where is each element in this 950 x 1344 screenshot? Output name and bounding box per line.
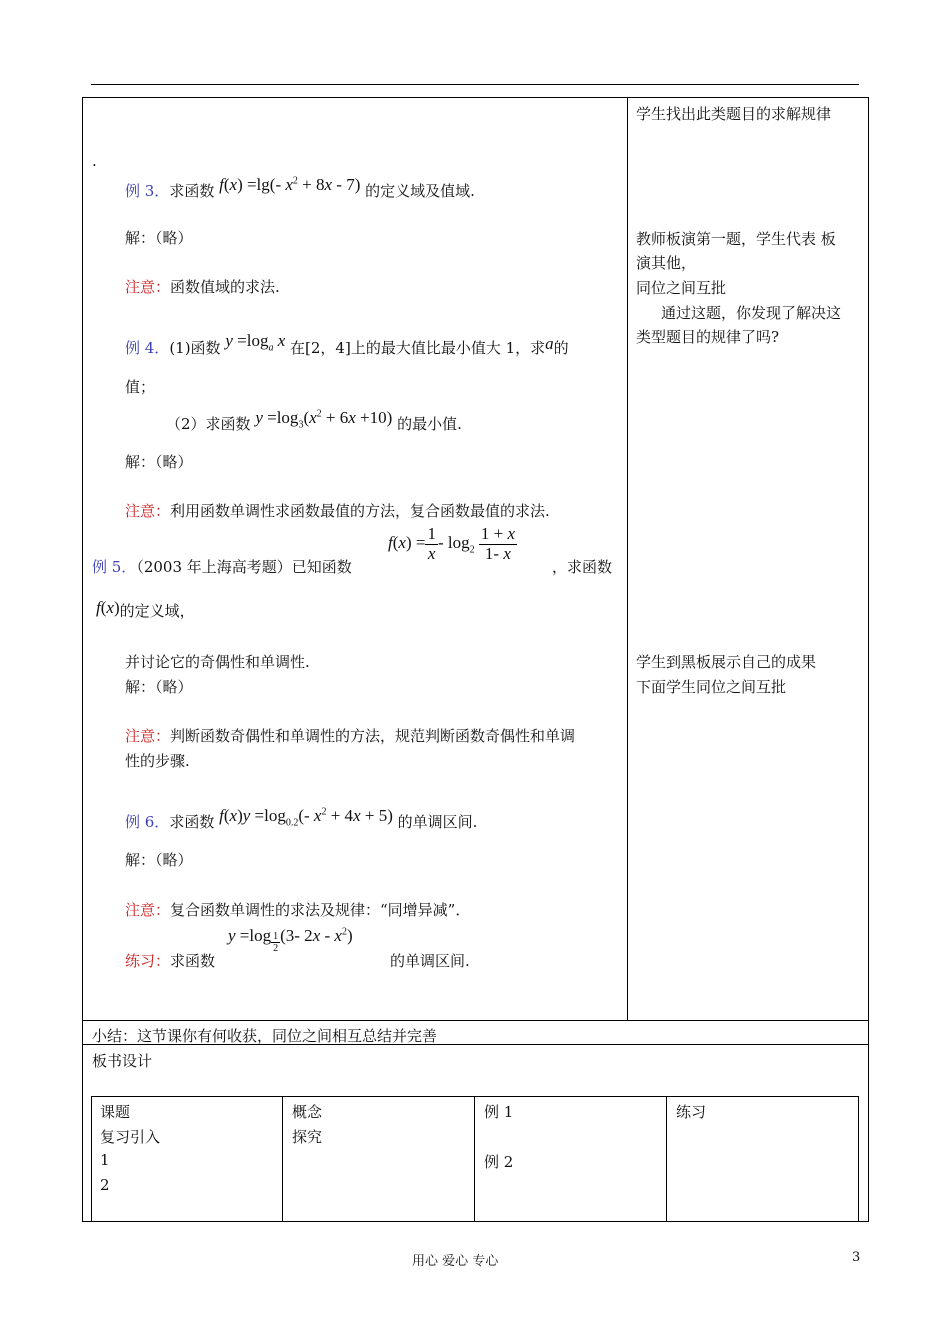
board-cell-1-line-2: 复习引入 [100, 1128, 161, 1146]
example-6-pre: 求函数 [169, 813, 215, 831]
right-note-2c: 同位之间互批 [636, 279, 727, 297]
example-5-line-2-text: 的定义域， [119, 602, 195, 620]
example-6-label: 例 6． [125, 813, 170, 831]
summary: 小结：这节课你有何收获，同位之间相互总结并完善 [92, 1027, 438, 1045]
solution-5: 解：（略） [125, 678, 193, 696]
example-4-var: a [545, 334, 554, 353]
note-6-label: 注意： [125, 901, 171, 919]
example-3-pre: 求函数 [169, 182, 215, 200]
right-note-3b: 下面学生同位之间互批 [636, 678, 787, 696]
example-4-mid: 在[2，4]上的最大值比最小值大 1，求 [290, 339, 546, 357]
example-4-formula-2: $y =\log_3(x^2 + 6x +10)$ [255, 408, 393, 431]
practice-formula: y =log $\frac{1}{2}$ (3- $2x - x^2$) [228, 926, 353, 954]
header-rule [91, 84, 859, 85]
note-5-text-1: 判断函数奇偶性和单调性的方法，规范判断函数奇偶性和单调 [170, 727, 576, 745]
example-3-formula: f(x) =lg(- $x^2 + 8x - 7$) [219, 175, 361, 194]
note-6 [125, 899, 470, 920]
example-5-line-2-formula: f(x) [96, 598, 120, 617]
note-3-label: 注意： [125, 278, 171, 296]
note-3-text: 函数值域的求法. [170, 278, 280, 296]
board-title: 板书设计 [92, 1052, 153, 1070]
example-6-formula: $f(x)y =\log_{0.2}(-$ $x^2 + 4x + 5$) [219, 806, 393, 829]
example-5-line-2 [96, 600, 195, 621]
practice-post: 的单调区间. [390, 952, 470, 970]
example-5-label: 例 5． [92, 558, 137, 576]
note-5-text-2: 性的步骤. [125, 752, 190, 770]
practice-pre: 求函数 [170, 952, 216, 970]
board-cell-3-line-2: 例 2 [484, 1153, 514, 1171]
row-divider-summary [82, 1020, 869, 1021]
example-4-end: 的 [553, 339, 569, 357]
right-note-2b: 演其他， [636, 254, 697, 272]
right-note-3a: 学生到黑板展示自己的成果 [636, 653, 817, 671]
example-4-label: 例 4． [125, 339, 170, 357]
example-5-formula: f(x) = $\frac{1}{x}$ - $\log_2$ $\frac{1 + x}{1- x}$ [388, 524, 515, 563]
note-4 [125, 500, 550, 521]
note-5-label: 注意： [125, 727, 171, 745]
example-6-post: 的单调区间. [397, 813, 478, 831]
example-3-post: 的定义域及值域. [365, 182, 475, 200]
practice [125, 950, 215, 971]
table-border-left [82, 97, 83, 1222]
practice-label: 练习： [125, 952, 171, 970]
example-5-post: ，求函数 [552, 558, 613, 576]
stray-dot: . [92, 152, 97, 170]
board-cell-2-line-2: 探究 [292, 1128, 323, 1146]
example-4-pre: (1)函数 [169, 339, 221, 357]
board-cell-3-line-1: 例 1 [484, 1103, 514, 1121]
board-cell-2-line-1: 概念 [292, 1103, 323, 1121]
solution-6: 解：（略） [125, 851, 193, 869]
table-border-top [82, 97, 869, 98]
footer-text: 用心 爱心 专心 [412, 1254, 499, 1269]
example-6 [125, 806, 478, 832]
solution-4: 解：（略） [125, 453, 193, 471]
example-5-pre: （2003 年上海高考题）已知函数 [136, 558, 352, 576]
solution-3: 解：（略） [125, 229, 193, 247]
example-4-part-2 [166, 408, 462, 434]
board-cell-1-line-3: 1 [100, 1151, 110, 1169]
column-divider [627, 97, 628, 1020]
note-4-label: 注意： [125, 502, 171, 520]
board-cell-4-line-1: 练习 [676, 1103, 707, 1121]
table-border-bottom [82, 1221, 869, 1222]
note-6-text: 复合函数单调性的求法及规律：“同增异减”． [170, 901, 471, 919]
page-number: 3 [852, 1250, 861, 1265]
example-4-line-2: 值； [125, 378, 156, 396]
right-note-2e: 类型题目的规律了吗? [636, 328, 780, 346]
note-5 [125, 725, 575, 746]
example-3 [125, 175, 475, 201]
note-4-text: 利用函数单调性求函数最值的方法，复合函数最值的求法. [170, 502, 550, 520]
example-4-part-2-post: 的最小值. [397, 415, 462, 433]
board-cell-1-line-4: 2 [100, 1176, 110, 1194]
example-3-label: 例 3． [125, 182, 170, 200]
note-3 [125, 276, 280, 297]
right-note-2d: 通过这题，你发现了解决这 [661, 304, 842, 322]
example-5-line-3: 并讨论它的奇偶性和单调性. [125, 653, 310, 671]
table-border-right [868, 97, 869, 1222]
example-4-part-2-pre: （2）求函数 [166, 415, 251, 433]
board-cell-1-line-1: 课题 [100, 1103, 131, 1121]
example-4-formula-1: $y =\log_a$ x [225, 331, 286, 354]
right-note-1: 学生找出此类题目的求解规律 [636, 105, 832, 123]
example-5 [92, 556, 352, 577]
example-4 [125, 331, 569, 358]
right-note-2a: 教师板演第一题，学生代表 板 [636, 230, 836, 248]
